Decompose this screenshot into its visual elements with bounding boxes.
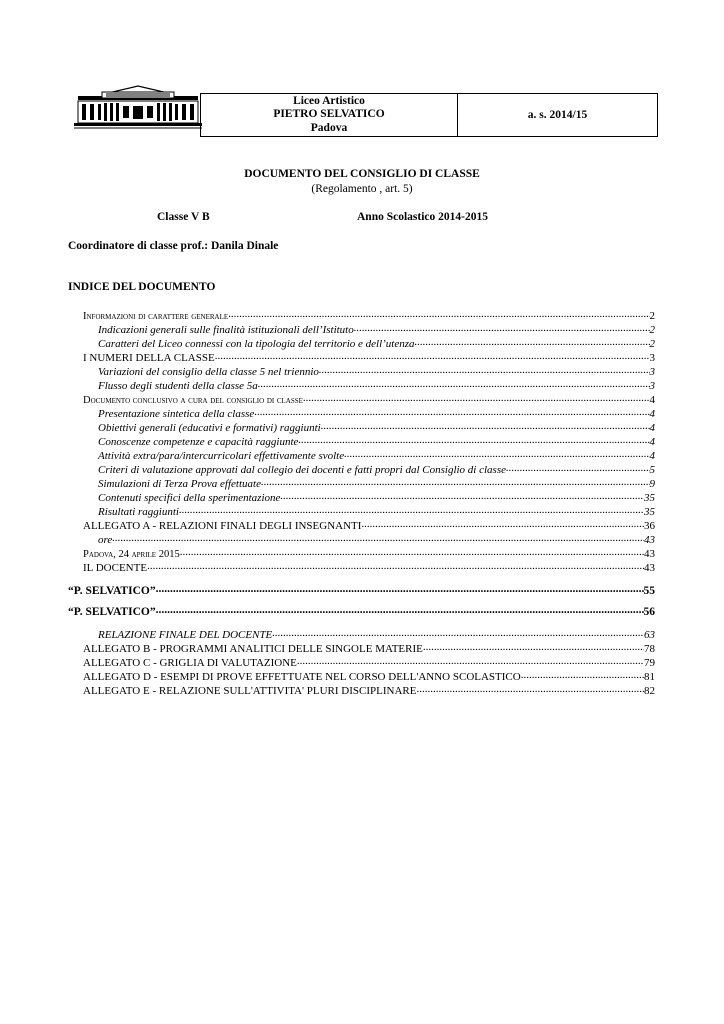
- toc-entry[interactable]: ALLEGATO C - GRIGLIA DI VALUTAZIONE ..... 79: [83, 655, 655, 670]
- school-line1: Liceo Artistico: [293, 94, 365, 107]
- toc-entry[interactable]: ore ..... 43: [98, 532, 655, 547]
- coordinatore-label: Coordinatore di classe prof.: Danila Dinale: [68, 240, 279, 252]
- toc-entry[interactable]: “P. SELVATICO” ..... 56: [68, 604, 655, 619]
- toc-entry[interactable]: ALLEGATO D - ESEMPI DI PROVE EFFETTUATE NEL CORSO DELL'ANNO SCOLASTICO ..... 81: [83, 669, 655, 684]
- toc-entry[interactable]: Simulazioni di Terza Prova effettuate ..... 9: [98, 476, 655, 491]
- toc-entry[interactable]: Conoscenze competenze e capacità raggiunte ..... 4: [98, 434, 655, 449]
- toc-entry[interactable]: Presentazione sintetica della classe ..... 4: [98, 406, 655, 421]
- toc-entry[interactable]: Flusso degli studenti della classe 5a ..... 3: [98, 378, 655, 393]
- school-year: a. s. 2014/15: [527, 109, 588, 121]
- toc-entry[interactable]: ALLEGATO A - RELAZIONI FINALI DEGLI INSEGNANTI ..... 36: [83, 518, 655, 533]
- classe-label: Classe V B: [157, 211, 210, 223]
- toc-entry[interactable]: Variazioni del consiglio della classe 5 nel triennio ..... 3: [98, 364, 655, 379]
- toc-entry[interactable]: ALLEGATO B - PROGRAMMI ANALITICI DELLE SINGOLE MATERIE ..... 78: [83, 641, 655, 656]
- toc-entry[interactable]: I NUMERI DELLA CLASSE ..... 3: [83, 350, 655, 365]
- building-facade-icon: [74, 84, 202, 132]
- toc-entry[interactable]: Informazioni di carattere generale ..... 2: [83, 308, 655, 323]
- toc-entry[interactable]: Indicazioni generali sulle finalità istituzionali dell’Istituto ..... 2: [98, 322, 655, 337]
- school-year-cell: [458, 94, 657, 136]
- toc-entry[interactable]: Attività extra/para/intercurricolari effettivamente svolte ..... 4: [98, 448, 655, 463]
- toc-entry[interactable]: IL DOCENTE ..... 43: [83, 560, 655, 575]
- toc-entry[interactable]: Documento conclusivo a cura del consiglio di classe ..... 4: [83, 392, 655, 407]
- toc-entry[interactable]: Risultati raggiunti ..... 35: [98, 504, 655, 519]
- header-box: [200, 93, 658, 137]
- toc-entry[interactable]: Caratteri del Liceo connessi con la tipologia del territorio e dell’utenza ..... 2: [98, 336, 655, 351]
- toc-entry[interactable]: ALLEGATO E - RELAZIONE SULL'ATTIVITA' PLURI DISCIPLINARE ..... 82: [83, 683, 655, 698]
- school-name-cell: [201, 94, 458, 136]
- toc-entry[interactable]: Padova, 24 aprile 2015 ..... 43: [83, 546, 655, 561]
- anno-label: Anno Scolastico 2014-2015: [357, 211, 488, 223]
- index-title: INDICE DEL DOCUMENTO: [68, 281, 216, 293]
- toc-entry[interactable]: Criteri di valutazione approvati dal collegio dei docenti e fatti propri dal Consiglio di classe ..... 5: [98, 462, 655, 477]
- school-line3: Padova: [310, 121, 348, 134]
- document-subtitle: (Regolamento , art. 5): [311, 183, 413, 195]
- school-line2: PIETRO SELVATICO: [273, 108, 385, 121]
- toc-entry[interactable]: RELAZIONE FINALE DEL DOCENTE ..... 63: [98, 627, 655, 642]
- toc-entry[interactable]: Obiettivi generali (educativi e formativi) raggiunti ..... 4: [98, 420, 655, 435]
- document-title: DOCUMENTO DEL CONSIGLIO DI CLASSE: [244, 168, 480, 180]
- toc-entry[interactable]: Contenuti specifici della sperimentazione ..... 35: [98, 490, 655, 505]
- toc-entry[interactable]: “P. SELVATICO” ..... 55: [68, 583, 655, 598]
